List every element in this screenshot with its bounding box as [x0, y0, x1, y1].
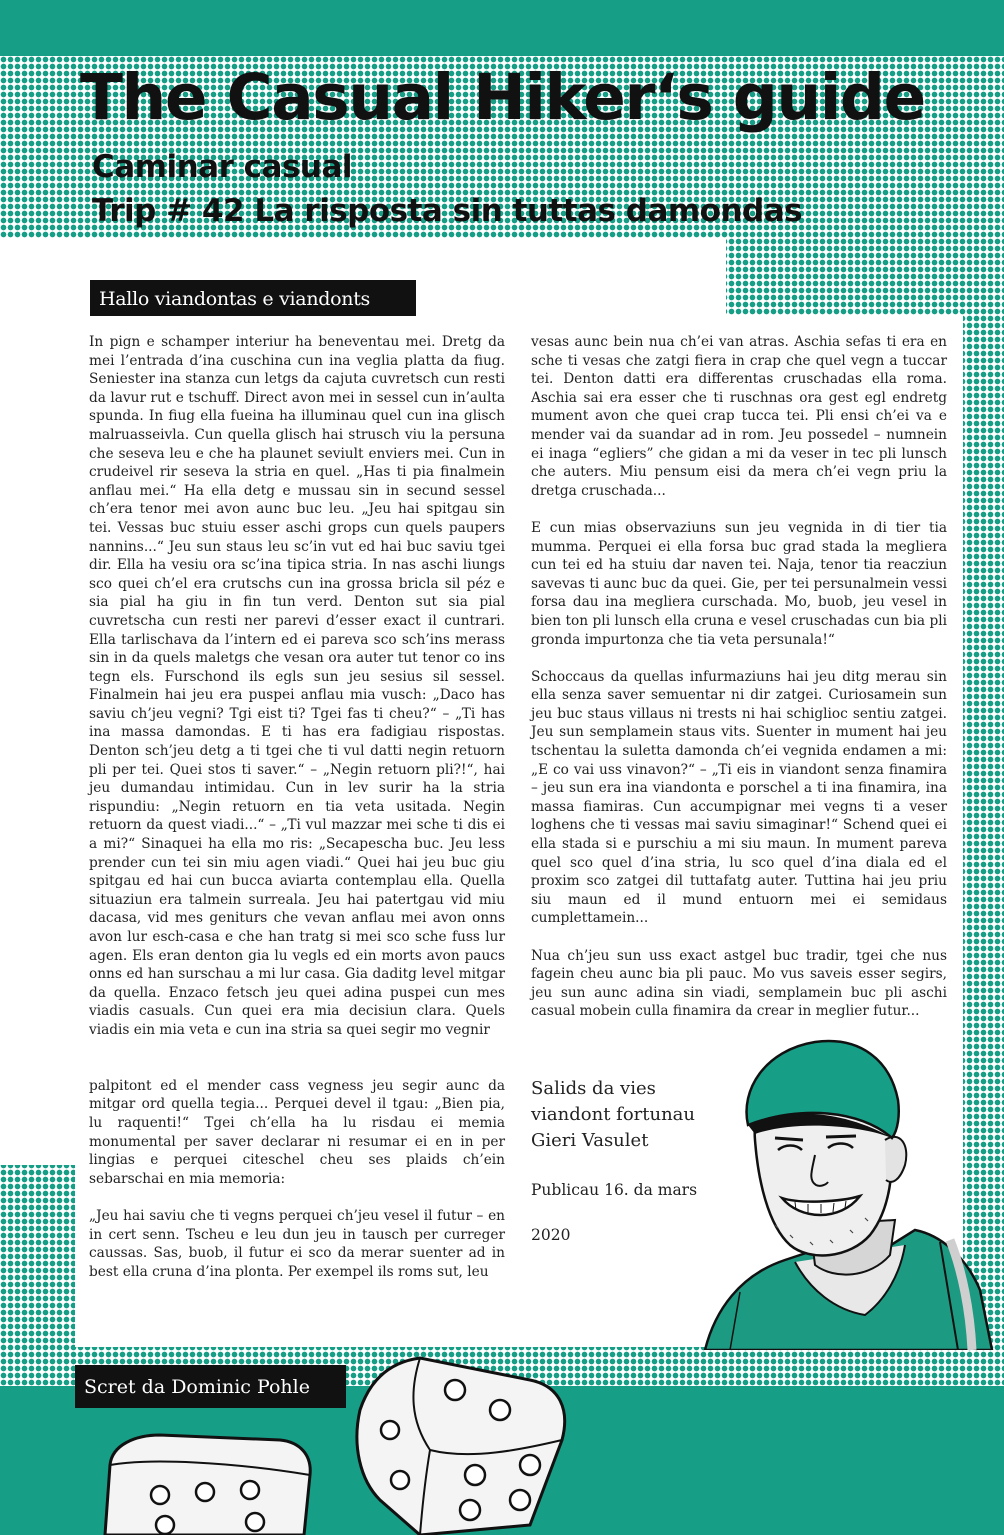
signature-line: Salids da vies [531, 1078, 656, 1099]
article-column-left [89, 333, 505, 1281]
article-paragraph: Nua ch’jeu sun uss exact astgel buc tradir, tgei che nus fagein cheu aunc bia pli pauc. Mo vus saveis esser segirs, jeu sun aunc adina sin viadi, semplamein buc pli aschi casual mobein culla finamira da crear in meglier futur... [531, 947, 947, 1020]
signature-line: viandont fortunau [531, 1104, 696, 1125]
article-paragraph: Schoccaus da quellas infurmaziuns hai jeu ditg merau sin ella senza saver semuentar ni dir zatgei. Curiosamein sun jeu buc staus villaus ni trests ni hai schiglioc sentiu zatgei. Jeu sun semplamein staus vits. Suenter in mument hai jeu tschentau la suletta damonda ch’ei vegnida endamen a mi: „E co vai uss vinavon?“ – „Ti eis in viandont senza finamira – jeu sun era ina viandonta e porschel a ti ina finamira, ina massa fiamiras. Cun accumpignar mei vegns ti a veser loghens che ti vessas mai saviu simaginar!“ Schend quei ei ella stada si e purschiu a mi siu maun. In mument pareva quel sco quel d’ina stria, lu sco quel d’ina diala ed el proxim sco zatgei dil tuttafatg auter. Tuttina hai jeu priu siu maun ed il mund entuorn mei ei semidaus cumplettamein... [531, 668, 947, 927]
author-credit-text: Scret da Dominic Pohle [84, 1376, 310, 1398]
magazine-title: The Casual Hiker‘s guide [80, 61, 925, 134]
article-paragraph: palpitont ed el mender cass vegness jeu segir aunc da mitgar ord quella tegia... Perquei devel il tgau: „Bien pia, lu raquenti!“ Tgei ch’ella ha lu risdau ei memia monumental per saver declarar ni resumar ei en in per lingias e perquei citeschel cheu ses plaids ch’ein sebarschai en mia memoria: [89, 1077, 505, 1187]
signature-name: Gieri Vasulet [531, 1130, 649, 1151]
author-credit [75, 1365, 346, 1408]
subtitle-trip: Trip # 42 La risposta sin tuttas damondas [92, 193, 803, 229]
author-portrait-illustration [700, 1030, 1000, 1350]
article-column-right [531, 333, 947, 1021]
subtitle-caminar: Caminar casual [92, 149, 353, 185]
article-panel-left-extension [0, 315, 76, 1165]
section-label-text: Hallo viandontas e viandonts [99, 288, 370, 310]
article-paragraph: vesas aunc bein nua ch’ei van atras. Aschia sefas ti era en sche ti vesas che zatgi fiera in crap che quel vegn a tuccar tei. Denton datti era differentas cruschadas ella roma. Aschia sai era esser che ti ruschnas ora gest egl endretg mument avon che quei crap tucca tei. Pli ensi ch’ei va e mender vai da suandar ad in rom. Jeu possedel – numnein ei inaga “egliers” che gidan a mi da veser in tec pli lunsch che auters. Miu pensum eisi da mera ch’ei vegn priu la dretga cruschada... [531, 334, 947, 499]
article-paragraph: „Jeu hai saviu che ti vegns perquei ch’jeu vesel il futur – en in cert senn. Tscheu e leu dun jeu in tausch per curreger caussas. Sas, buob, il futur ei sco da merar suenter ad in best ella cruna d’ina plonta. Per exempel ils roms sut, leu [89, 1207, 505, 1280]
top-teal-band [0, 0, 1004, 56]
article-paragraph: E cun mias observaziuns sun jeu vegnida in di tier tia mumma. Perquei ei ella forsa buc grad stada la megliera cun tei ed ha stuiu dar naven tei. Naja, tenor tia reacziun savevas ti aunc buc da quei. Gie, per tei persunalmein vessi forsa dau ina megliera curschada. Mo, buob, jeu vesel in bien ton pli lunsch ella cruna e vesel cruschadas cun bia pli gronda impurtonza che tia veta persunala!“ [531, 519, 947, 648]
published-date: Publicau 16. da mars 2020 [531, 1181, 698, 1244]
section-label [90, 280, 416, 316]
article-paragraph: In pign e schamper interiur ha beneventau mei. Dretg da mei l’entrada d’ina cuschina cun ina veglia platta da fiug. Seniester ina stanza cun letgs da cajuta cuvretsch cun resti da lavur rut e tschuff. Direct avon mei in sessel cun in’aulta spunda. In fiug ella fueina ha illuminau quel cun ina glisch malruasseivla. Cun quella glisch hai strusch viu la persuna che seseva leu e che ha plaunet seviult enviers mei. Cun in crudeivel rir seseva la stria en quel. „Has ti pia finalmein anflau mei.“ Ha ella detg e mussau sin in secund sessel ch’era tenor mei avon aunc buc leu. „Jeu hai spitgau sin tei. Vessas buc stuiu esser aschi grops cun quels paupers nannins...“ Jeu sun staus leu sc’in vut ed hai buc saviu tgei dir. Ella ha vesiu ora sc’ina tipica stria. In nas aschi liungs sco quei ch’el era crutschs cun ina grossa bricla sil péz e sia pial ha giu in fin tun verd. Denton sut sia pial cuvretscha cun resti ner parevi d’esser exact il cuntrari. Ella tarlischava da l’intern ed ei pareva sco sch’ins merass sin in da quels maletgs che vesan ora auter tut tenor co ins tegn els. Furschond ils egls sun jeu sesius sil sessel. Finalmein hai jeu era puspei anflau mia vusch: „Daco has saviu ch’jeu vegni? Tgi eist ti? Tgei fas ti cheu?“ – „Ti has ina massa damondas. E ti has era fadigiau rispostas. Denton sch’jeu detg a ti tgei che ti vul datti negin retuorn pli per tei. Quei stos ti saver.“ – „Negin retuorn pli?!“, hai jeu dumandau intimidau. Cun in lev surir ha la stria rispundiu: „Negin retuorn en tia veta usitada. Negin retuorn da quest viadi...“ – „Ti vul mazzar mei sche ti dis ei a mi?“ Sinaquei ha ella mo ris: „Secapescha buc. Jeu less prender cun tei sin miu agen viadi.“ Quei hai jeu buc giu spitgau ed hai cun bucca aviarta contemplau ella. Quella situaziun era talmein surreala. Jeu hai patertgau vid miu dacasa, vid mes geniturs che vevan anflau mei avon onns avon lur esch-casa e che han tratg si mei sco sche fuss lur agen. Els eran denton gia lu vegls ed ein morts avon paucs onns ed han surschau a mi lur casa. Gia daditg level mitgar da quella. Enzaco fetsch jeu quei adina puspei cun mes viadis casuals. Cun quei era mia decisiun clara. Quels viadis ein mia veta e cun ina stria sa quei segir mo vegnir [89, 334, 505, 1038]
